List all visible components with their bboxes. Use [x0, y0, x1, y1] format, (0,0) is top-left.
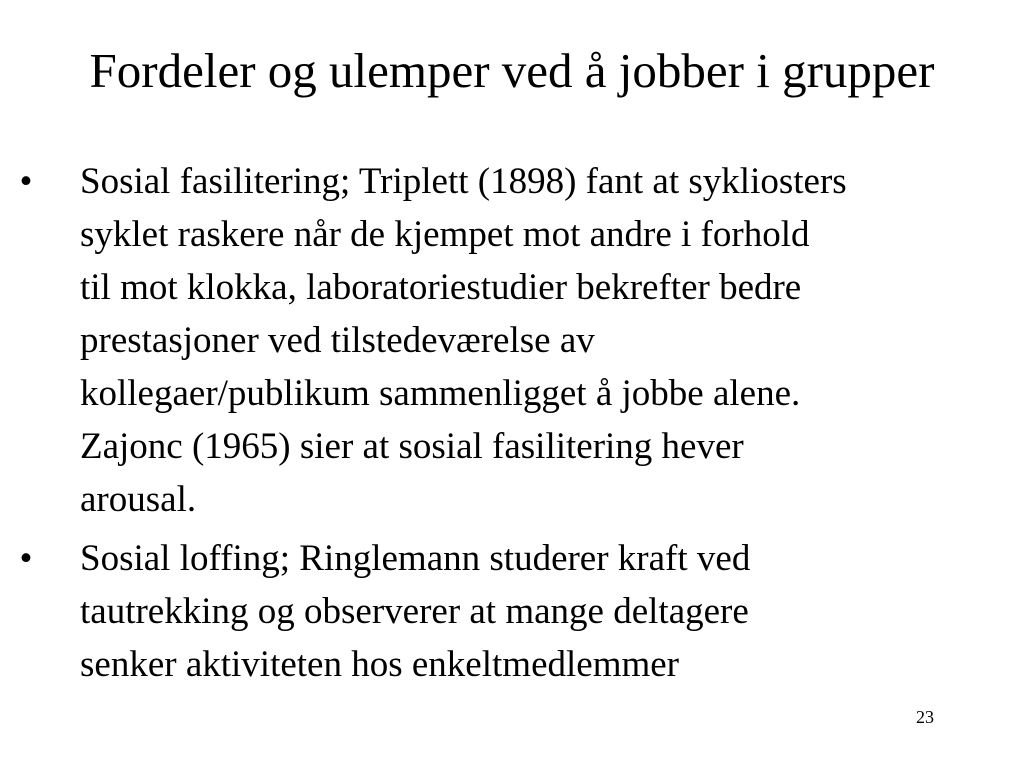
bullet-line: til mot klokka, laboratoriestudier bekrefter bedre	[80, 267, 802, 308]
slide-number: 23	[916, 707, 934, 727]
slide-title: Fordeler og ulemper ved å jobber i grupper	[89, 43, 935, 98]
bullet-line: prestasjoner ved tilstedeværelse av	[80, 320, 595, 361]
bullet-line: Sosial loffing; Ringlemann studerer kraft ved	[80, 538, 751, 579]
bullet-item-social-facilitation	[0, 155, 1024, 526]
bullet-line: Zajonc (1965) sier at sosial fasilitering hever	[80, 426, 744, 467]
bullet-line: syklet raskere når de kjempet mot andre i forhold	[80, 214, 810, 255]
bullet-line: senker aktiviteten hos enkeltmedlemmer	[80, 644, 679, 685]
bullet-list	[0, 155, 1024, 697]
bullet-item-social-loafing	[0, 532, 1024, 691]
bullet-marker: •	[19, 538, 33, 579]
bullet-marker: •	[19, 161, 33, 202]
bullet-line: kollegaer/publikum sammenligget å jobbe alene.	[80, 373, 801, 414]
bullet-line: arousal.	[80, 479, 197, 520]
bullet-line: Sosial fasilitering; Triplett (1898) fant at sykliosters	[80, 161, 847, 202]
bullet-line: tautrekking og observerer at mange deltagere	[80, 591, 749, 632]
